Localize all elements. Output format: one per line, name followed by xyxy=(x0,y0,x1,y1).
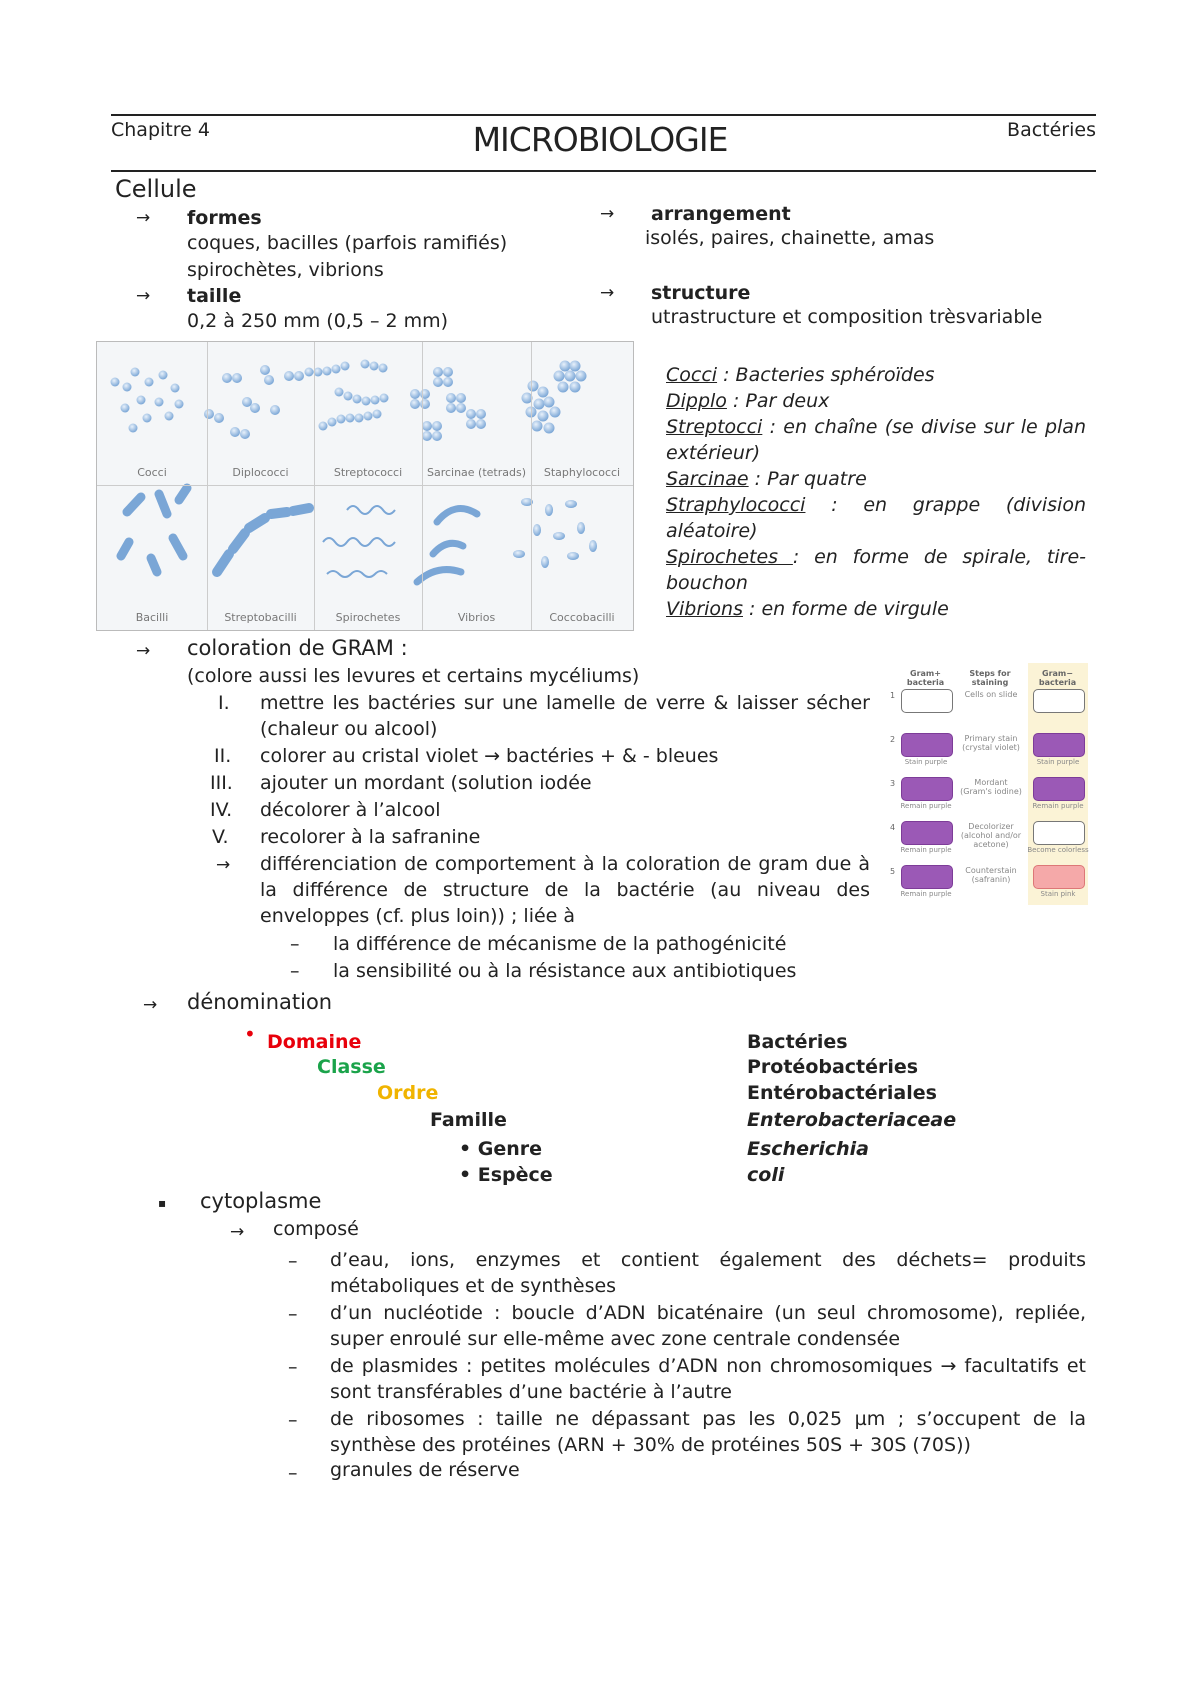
rank-domaine: Domaine xyxy=(267,1031,362,1053)
gram-negative-swatch xyxy=(1033,689,1085,713)
gram-step-text: mettre les bactéries sur une lamelle de verre & laisser sécher (chaleur ou alcool) xyxy=(260,692,870,740)
gram-step-number: 3 xyxy=(890,779,896,788)
dash-icon: – xyxy=(288,1356,298,1378)
gram-steps-header: Steps for staining xyxy=(969,669,1011,687)
definition-item: Straphylococci : en grappe (division aléatoire) xyxy=(666,494,1086,542)
cytoplasm-component: granules de réserve xyxy=(330,1459,520,1481)
figure-cell xyxy=(531,486,633,630)
shape-definitions xyxy=(666,362,1086,622)
definition-item: Cocci : Bacteries sphéroïdes xyxy=(666,364,935,386)
gram-step-label: Mordant (Gram's iodine) xyxy=(960,778,1022,796)
cytoplasm-component: d’eau, ions, enzymes et contient également des déchets= produits métaboliques et de synthèses xyxy=(330,1249,1086,1297)
denomination-title: dénomination xyxy=(187,990,333,1014)
gram-step-text: colorer au cristal violet → bactéries + & - bleues xyxy=(260,745,719,767)
gram-title: coloration de GRAM : xyxy=(187,636,408,660)
shape-label-coccobacilli: Coccobacilli xyxy=(549,611,615,624)
arrow-icon: → xyxy=(136,208,151,228)
gram-step-number: 4 xyxy=(890,823,896,832)
value-domaine: Bactéries xyxy=(747,1031,848,1053)
dash-icon: – xyxy=(288,1250,298,1272)
section-title: Cellule xyxy=(115,175,197,203)
arrow-icon: → xyxy=(230,1222,245,1242)
gram-positive-swatch xyxy=(901,865,953,889)
shape-label-staphylococci: Staphylococci xyxy=(543,466,621,479)
gram-positive-caption: Stain purple xyxy=(904,758,948,766)
arrangement-line-1: isolés, paires, chainette, amas xyxy=(645,227,935,249)
dash-icon: – xyxy=(290,933,300,955)
compose-label: composé xyxy=(273,1218,359,1240)
gram-positive-caption: Remain purple xyxy=(900,802,952,810)
formes-line-2: spirochètes, vibrions xyxy=(187,259,384,281)
gram-difference-text: différenciation de comportement à la coloration de gram due à la différence de structure de la bactérie (au niveau des enveloppes (cf. plus loin)) ; liée à xyxy=(260,853,870,927)
figure-cell xyxy=(314,486,423,630)
gram-step-number: 1 xyxy=(890,691,896,700)
gram-positive-caption: Remain purple xyxy=(900,890,952,898)
shape-label-bacilli: Bacilli xyxy=(135,611,169,624)
gram-positive-header: Gram+ bacteria xyxy=(906,669,945,687)
value-classe: Protéobactéries xyxy=(747,1056,919,1078)
dash-icon: – xyxy=(288,1409,298,1431)
bacteria-shapes-figure xyxy=(96,341,634,631)
cytoplasm-component: de plasmides : petites molécules d’ADN non chromosomiques → facultatifs et sont transférables d’une bactérie à l’autre xyxy=(330,1355,1086,1403)
arrow-icon: → xyxy=(600,204,615,224)
rank-famille: Famille xyxy=(430,1109,507,1131)
square-bullet-icon: ▪ xyxy=(158,1196,167,1210)
definition-item: Streptocci : en chaîne (se divise sur le plan extérieur) xyxy=(666,416,1086,464)
definition-item: Vibrions : en forme de virgule xyxy=(666,598,949,620)
gram-step-num: V. xyxy=(212,826,229,848)
cytoplasme-title: cytoplasme xyxy=(200,1189,322,1213)
shape-label-spirochetes: Spirochetes xyxy=(335,611,401,624)
arrow-icon: → xyxy=(216,855,231,875)
gram-step-text: décolorer à l’alcool xyxy=(260,799,441,821)
bullet-icon: • xyxy=(244,1022,256,1046)
gram-negative-caption: Stain pink xyxy=(1040,890,1076,898)
taille-title: taille xyxy=(187,285,242,307)
chapter-label: Chapitre 4 xyxy=(111,119,210,141)
figure-cell xyxy=(97,342,208,486)
value-ordre: Entérobactériales xyxy=(747,1082,937,1104)
arrow-icon: → xyxy=(600,283,615,303)
formes-line-1: coques, bacilles (parfois ramifiés) xyxy=(187,232,508,254)
gram-negative-swatch xyxy=(1033,733,1085,757)
definition-item: Dipplo : Par deux xyxy=(666,390,830,412)
gram-stain-figure xyxy=(888,663,1088,905)
gram-negative-swatch xyxy=(1033,777,1085,801)
gram-step-num: II. xyxy=(214,745,232,767)
topic-label: Bactéries xyxy=(1007,119,1096,141)
page-title: MICROBIOLOGIE xyxy=(472,120,728,159)
arrow-icon: → xyxy=(143,995,158,1015)
formes-title: formes xyxy=(187,207,262,229)
arrow-icon: → xyxy=(136,286,151,306)
gram-step-num: I. xyxy=(218,692,230,714)
shape-label-streptococci: Streptococci xyxy=(333,466,403,479)
dash-icon: – xyxy=(288,1303,298,1325)
dash-icon: – xyxy=(290,960,300,982)
gram-step-text: recolorer à la safranine xyxy=(260,826,481,848)
gram-negative-caption: Stain purple xyxy=(1036,758,1080,766)
gram-negative-caption: Remain purple xyxy=(1032,802,1084,810)
cytoplasm-component: de ribosomes : taille ne dépassant pas les 0,025 µm ; s’occupent de la synthèse des protéines (ARN + 30% de protéines 50S + 30S (70S)) xyxy=(330,1408,1086,1456)
gram-step-num: III. xyxy=(210,772,233,794)
definition-item: Sarcinae : Par quatre xyxy=(666,468,867,490)
rank-ordre: Ordre xyxy=(377,1082,439,1104)
value-espece: coli xyxy=(747,1164,785,1186)
gram-positive-swatch xyxy=(901,821,953,845)
gram-step-label: Decolorizer (alcohol and/or acetone) xyxy=(960,822,1022,849)
gram-positive-swatch xyxy=(901,733,953,757)
rank-genre: • Genre xyxy=(459,1138,543,1160)
gram-step-number: 5 xyxy=(890,867,896,876)
header-bottom-rule xyxy=(111,170,1096,172)
rank-classe: Classe xyxy=(317,1056,386,1078)
arrangement-title: arrangement xyxy=(651,203,791,225)
shape-label-sarcinae: Sarcinae (tetrads) xyxy=(426,466,527,479)
gram-positive-swatch xyxy=(901,689,953,713)
gram-step-text: ajouter un mordant (solution iodée xyxy=(260,772,592,794)
header-top-rule xyxy=(111,114,1096,116)
gram-positive-caption: Remain purple xyxy=(900,846,952,854)
gram-step-label: Counterstain (safranin) xyxy=(965,866,1017,884)
gram-negative-caption: Become colorless xyxy=(1027,846,1089,854)
gram-step-label: Primary stain (crystal violet) xyxy=(962,734,1020,752)
gram-negative-swatch xyxy=(1033,865,1085,889)
gram-negative-header: Gram− bacteria xyxy=(1038,669,1077,687)
figure-cell xyxy=(422,486,532,630)
gram-negative-swatch xyxy=(1033,821,1085,845)
shape-label-streptobacilli: Streptobacilli xyxy=(224,611,297,624)
dash-icon: – xyxy=(288,1462,298,1484)
value-genre: Escherichia xyxy=(747,1138,869,1160)
gram-step-number: 2 xyxy=(890,735,896,744)
figure-cell xyxy=(531,342,633,486)
taille-line-1: 0,2 à 250 mm (0,5 – 2 mm) xyxy=(187,310,449,332)
definition-item: Spirochetes : en forme de spirale, tire-bouchon xyxy=(666,546,1086,594)
figure-cell xyxy=(97,486,208,630)
gram-step-num: IV. xyxy=(210,799,233,821)
figure-cell xyxy=(207,342,315,486)
gram-step-label: Cells on slide xyxy=(964,690,1018,699)
gram-positive-swatch xyxy=(901,777,953,801)
figure-cell xyxy=(207,486,315,630)
shape-label-diplococci: Diplococci xyxy=(232,466,289,479)
gram-consequence: la sensibilité ou à la résistance aux antibiotiques xyxy=(333,960,797,982)
shape-label-vibrios: Vibrios xyxy=(457,611,496,624)
structure-line-1: utrastructure et composition trèsvariable xyxy=(651,306,1043,328)
figure-cell xyxy=(314,342,423,486)
rank-espece: • Espèce xyxy=(459,1164,553,1186)
arrow-icon: → xyxy=(136,641,151,661)
cytoplasm-component: d’un nucléotide : boucle d’ADN bicaténaire (un seul chromosome), repliée, super enroulé sur elle-même avec zone centrale condensée xyxy=(330,1302,1086,1350)
gram-subtitle: (colore aussi les levures et certains mycéliums) xyxy=(187,665,640,687)
gram-consequence: la différence de mécanisme de la pathogénicité xyxy=(333,933,787,955)
structure-title: structure xyxy=(651,282,751,304)
shape-label-cocci: Cocci xyxy=(137,466,167,479)
value-famille: Enterobacteriaceae xyxy=(747,1109,957,1131)
figure-cell xyxy=(422,342,532,486)
